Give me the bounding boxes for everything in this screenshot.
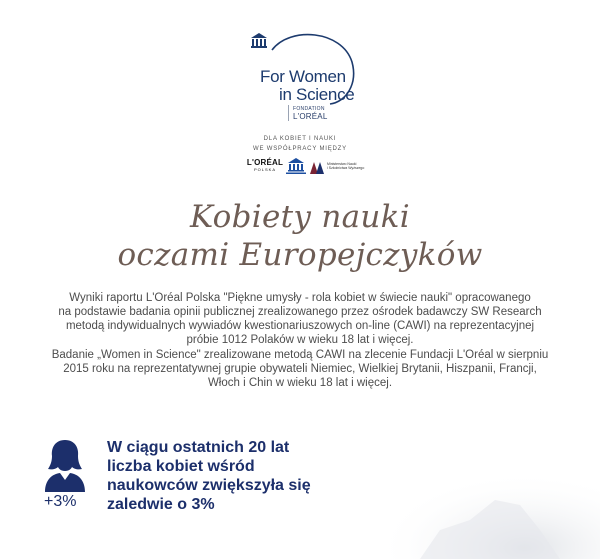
para1-line-1: Wyniki raportu L'Oréal Polska "Piękne umysły - rola kobiet w świecie nauki" opracowanego [69, 292, 531, 304]
ministry-line-2: i Szkolnictwa Wyższego [327, 166, 365, 170]
cooperation-line-1: DLA KOBIET I NAUKI [263, 136, 337, 142]
title-line-1: Kobiety nauki [190, 199, 410, 235]
stat-line-4: zaledwie o 3% [107, 496, 215, 513]
stat-line-2: liczba kobiet wśród [107, 458, 255, 475]
report-description [30, 291, 570, 347]
ministry-line-1: Ministerstwo Nauki [327, 162, 357, 166]
title-line-2: oczami Europejczyków [117, 237, 483, 273]
para2-line-2: 2015 roku na reprezentatywnej grupie obywateli Niemiec, Wielkiej Brytanii, Hiszpanii, Francji, [63, 363, 537, 375]
for-women-in-science-logo [250, 32, 360, 127]
stat-line-1: W ciągu ostatnich 20 lat [107, 439, 290, 456]
ministry-text [327, 162, 377, 170]
stat-value: +3% [44, 493, 77, 510]
loreal-polska-name: L'ORÉAL [246, 158, 284, 167]
logo-line-1: For Women [260, 67, 346, 86]
logo-line-2: in Science [279, 85, 355, 104]
cooperation-text [200, 134, 400, 154]
loreal-label: L'ORÉAL [293, 112, 328, 121]
para2-line-3: Włoch i Chin w wieku 18 lat i więcej. [207, 377, 393, 389]
loreal-polska-logo [246, 158, 284, 172]
woman-icon [42, 438, 88, 492]
stat-line-3: naukowców zwiększyła się [107, 477, 311, 494]
unesco-logo-icon [285, 157, 307, 175]
ministry-logo [310, 161, 376, 173]
fondation-loreal [288, 105, 328, 121]
logo-title [260, 68, 360, 104]
fondation-label: FONDATION [293, 106, 325, 112]
para2-line-1: Badanie „Women in Science" zrealizowane metodą CAWI na zlecenie Fundacji L'Oréal w sierpniu [51, 349, 549, 361]
page-title [0, 198, 600, 274]
para1-line-4: próbie 1012 Polaków w wieku 18 lat i więcej. [186, 334, 414, 346]
loreal-polska-sub: POLSKA [253, 167, 276, 172]
stat-description [107, 438, 367, 514]
survey-description [30, 348, 570, 390]
para1-line-3: metodą indywidualnych wywiadów kwestionariuszowych on-line (CAWI) na reprezentacyjnej [65, 320, 535, 332]
unesco-temple-icon [250, 32, 268, 49]
partner-logos [246, 157, 376, 177]
ministry-emblem-icon [310, 162, 325, 174]
cooperation-line-2: WE WSPÓŁPRACY MIĘDZY [253, 146, 347, 152]
para1-line-2: na podstawie badania opinii publicznej zrealizowanego przez ośrodek badawczy SW Research [58, 306, 542, 318]
